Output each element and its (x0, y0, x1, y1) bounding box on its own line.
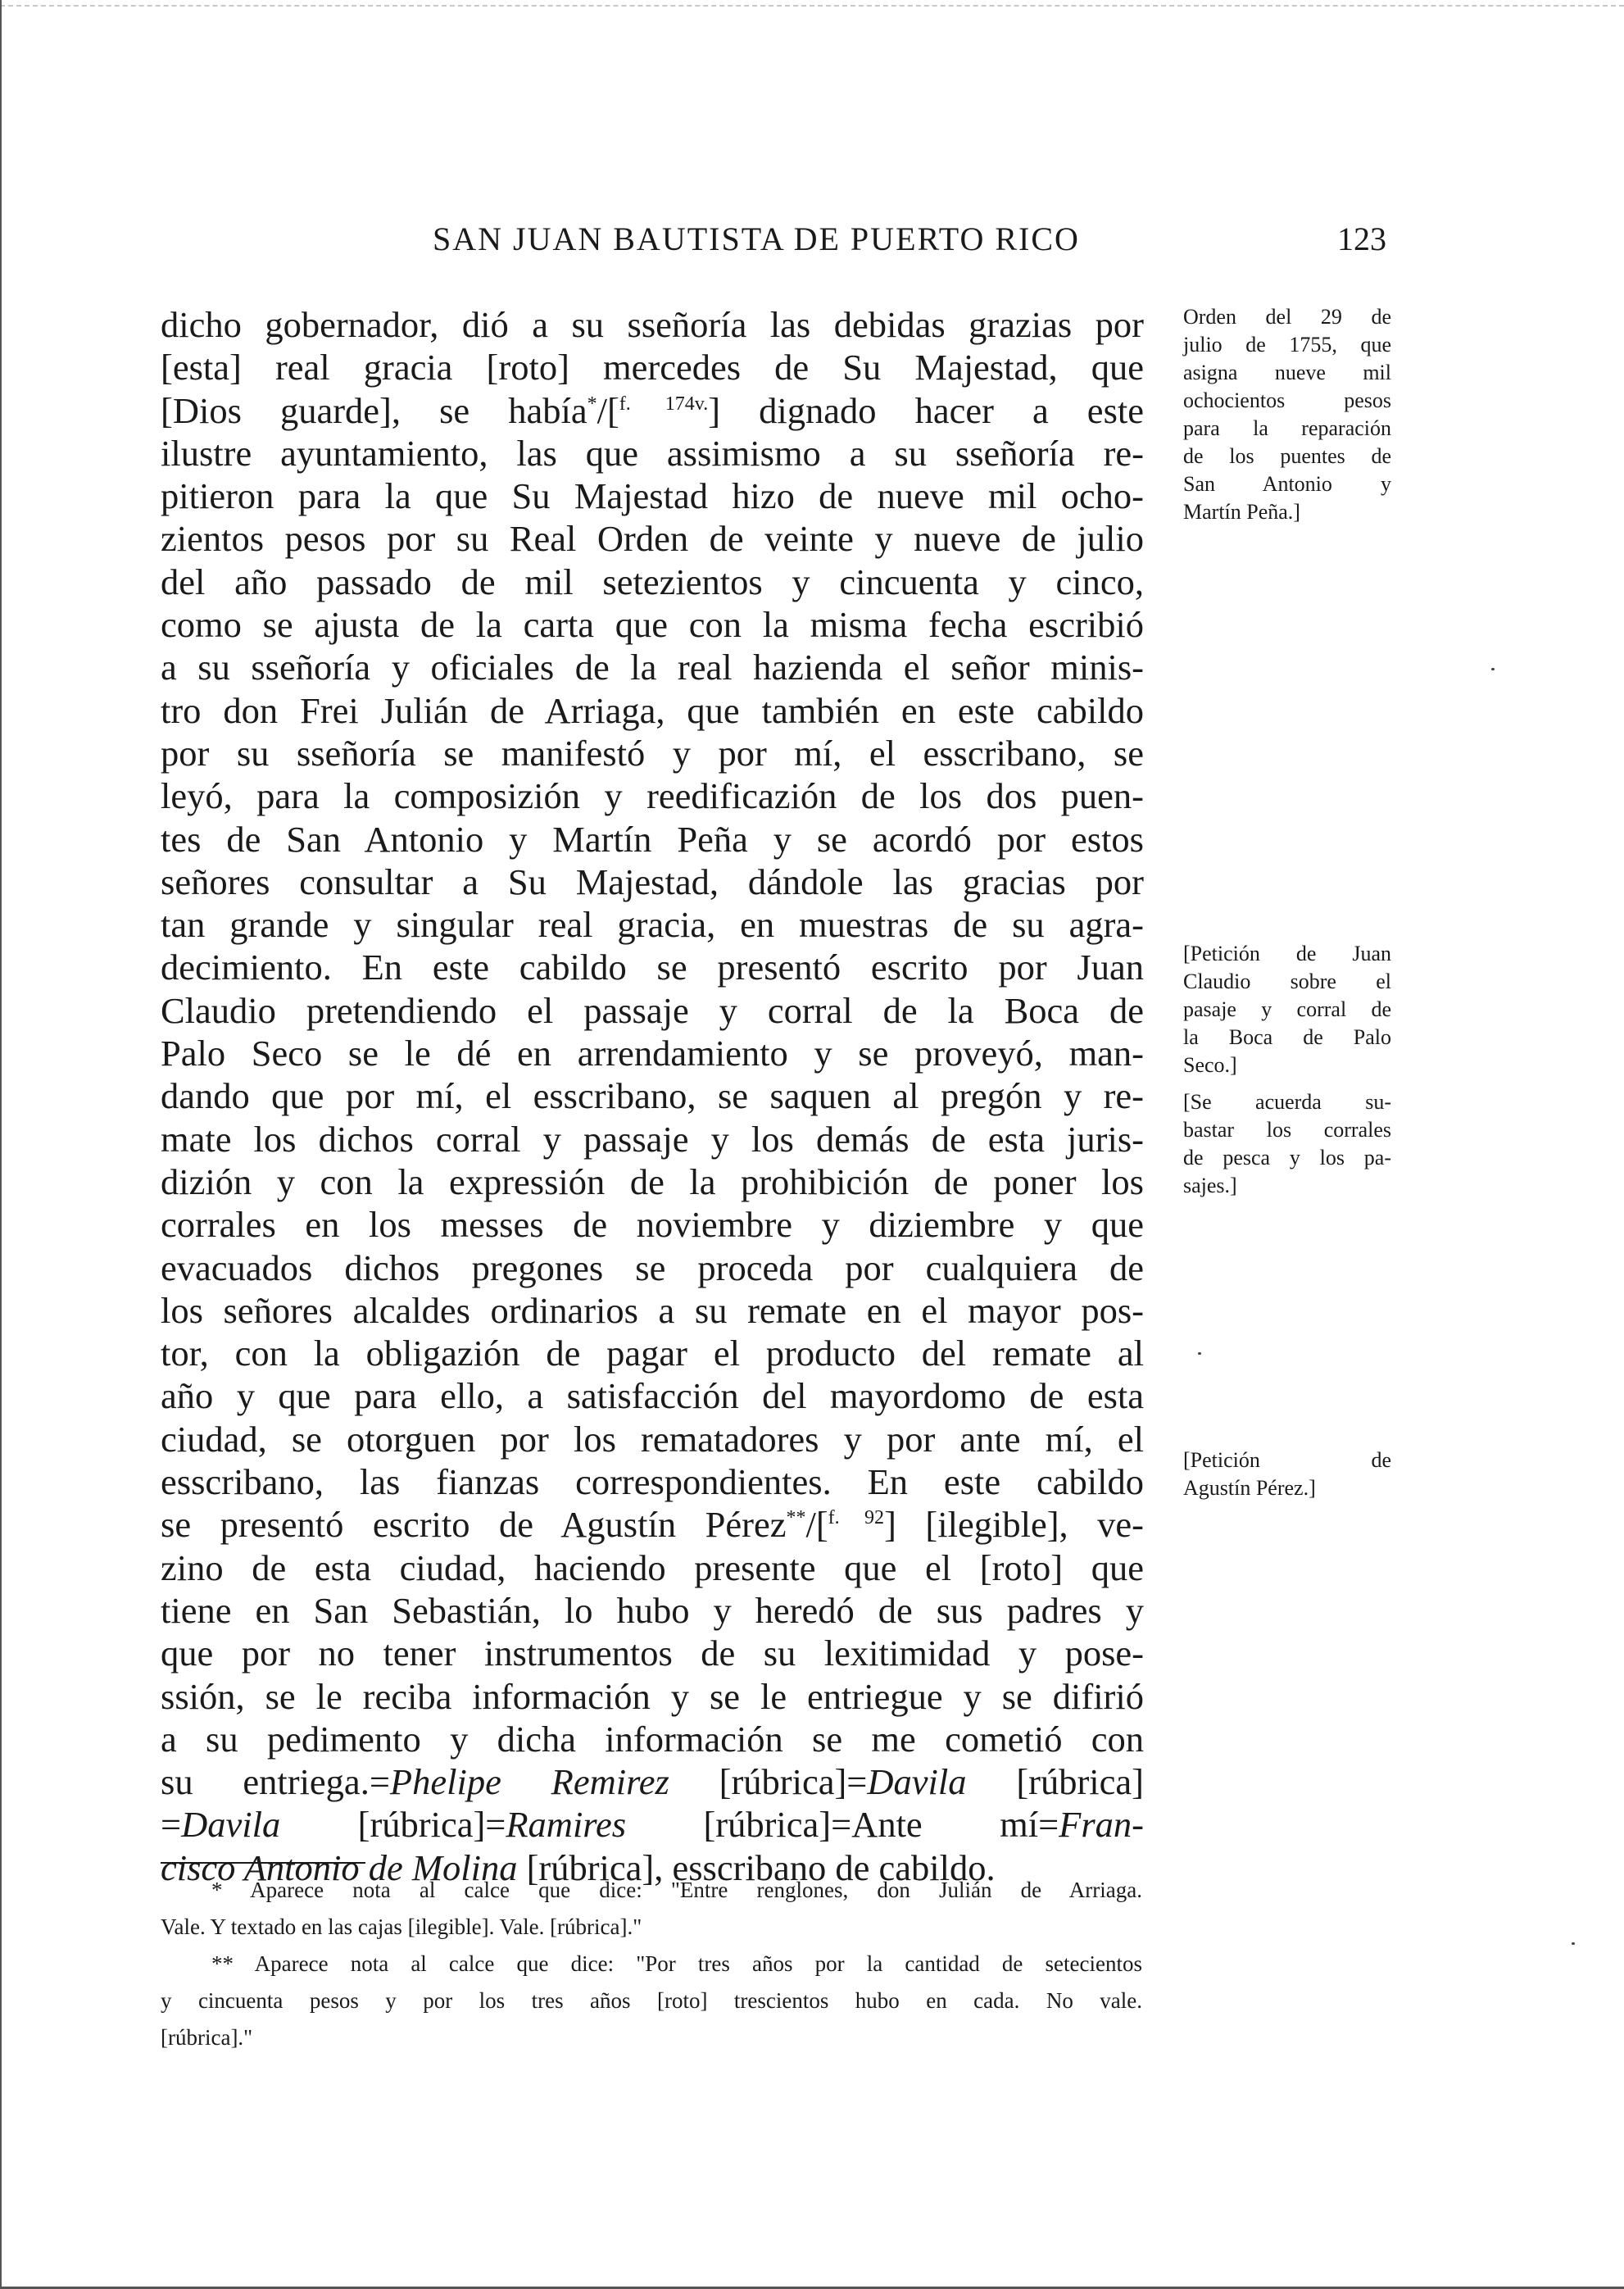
text-line: pitieron para la que Su Majestad hizo de nueve mil ocho- (161, 475, 1144, 517)
scan-edge-top (0, 5, 1624, 7)
marginal-line: asigna nueve mil (1183, 361, 1391, 384)
signature-name: Davila (867, 1761, 967, 1803)
marginal-note-agustin-perez (1183, 1447, 1391, 1502)
text-line: ciudad, se otorguen por los rematadores y por ante mí, el (161, 1418, 1144, 1460)
folio-reference: f. 92 (828, 1507, 885, 1529)
text-line: ssión, se le reciba información y se le entriegue y se difirió (161, 1675, 1144, 1717)
scan-speck (1572, 1942, 1575, 1945)
text-line: señores consultar a Su Majestad, dándole las gracias por (161, 861, 1144, 902)
text-line: a su pedimento y dicha información se me cometió con (161, 1718, 1144, 1760)
scan-edge-left (0, 0, 2, 2289)
marginal-note-orden (1183, 303, 1391, 526)
text-line: cisco Antonio de Molina [rúbrica], esscribano de cabildo. (161, 1846, 996, 1888)
signature-name: cisco Antonio de Molina (161, 1846, 518, 1888)
signature-name: Davila (181, 1804, 281, 1846)
marginal-line: julio de 1755, que (1183, 333, 1391, 357)
text-line: corrales en los messes de noviembre y diziembre y que (161, 1204, 1144, 1246)
text-line: por su sseñoría se manifestó y por mí, el esscribano, se (161, 732, 1144, 774)
footnote-line: y cincuenta pesos y por los tres años [roto] trescientos hubo en cada. No vale. (161, 1988, 1142, 2013)
marginal-line: Martín Peña.] (1183, 500, 1300, 524)
marginal-line: para la reparación (1183, 416, 1391, 440)
marginal-line: de los puentes de (1183, 444, 1391, 468)
text-line: leyó, para la composizión y reedificazión de los dos puen- (161, 775, 1144, 817)
text-line: del año passado de mil setezientos y cincuenta y cinco, (161, 561, 1144, 602)
text-line: dizión y con la expressión de la prohibición de poner los (161, 1160, 1144, 1202)
marginal-line: la Boca de Palo (1183, 1025, 1391, 1049)
marginal-line: Seco.] (1183, 1053, 1237, 1077)
footnote-marker: ** (786, 1507, 806, 1529)
signature-name: Phelipe Remirez (389, 1761, 669, 1803)
footnote-line: Vale. Y textado en las cajas [ilegible]. Vale. [rúbrica]." (161, 1914, 642, 1939)
signature-name: Ramires (506, 1804, 627, 1846)
text-line: año y que para ello, a satisfacción del mayordomo de esta (161, 1375, 1144, 1417)
text-line: dando que por mí, el esscribano, se saquen al pregón y re- (161, 1075, 1144, 1117)
marginal-line: de pesca y los pa- (1183, 1146, 1391, 1169)
text-line: tes de San Antonio y Martín Peña y se acordó por estos (161, 818, 1144, 860)
text-line: se presentó escrito de Agustín Pérez**/[$^{f. 92}$] [ilegible], ve- (161, 1504, 1145, 1546)
text-line: decimiento. En este cabildo se presentó escrito por Juan (161, 947, 1144, 988)
text-line: los señores alcaldes ordinarios a su remate en el mayor pos- (161, 1289, 1144, 1331)
text-line: como se ajusta de la carta que con la misma fecha escribió (161, 604, 1144, 646)
text-line: esscribano, las fianzas correspondientes. En este cabildo (161, 1461, 1144, 1503)
marginal-line: sajes.] (1183, 1174, 1237, 1197)
scan-speck (1491, 668, 1495, 670)
marginal-line: pasaje y corral de (1183, 997, 1391, 1021)
text-line: evacuados dichos pregones se proceda por cualquiera de (161, 1247, 1144, 1288)
text-line: tiene en San Sebastián, lo hubo y heredó de sus padres y (161, 1589, 1144, 1631)
marginal-note-juan-claudio (1183, 940, 1391, 1079)
text-line: Palo Seco se le dé en arrendamiento y se proveyó, man- (161, 1033, 1144, 1074)
marginal-line: [Petición de Juan (1183, 942, 1391, 965)
running-title: SAN JUAN BAUTISTA DE PUERTO RICO (433, 220, 1080, 257)
marginal-line: Orden del 29 de (1183, 305, 1391, 329)
marginal-line: [Petición de (1183, 1448, 1391, 1472)
text-line: tor, con la obligazión de pagar el producto del remate al (161, 1333, 1144, 1374)
text-line: a su sseñoría y oficiales de la real hazienda el señor minis- (161, 647, 1144, 688)
footnote-line: * Aparece nota al calce que dice: "Entre renglones, don Julián de Arriaga. (211, 1878, 1142, 1902)
scan-speck (1198, 1352, 1201, 1355)
text-line: zino de esta ciudad, haciendo presente que el [roto] que (161, 1546, 1144, 1588)
text-line: Claudio pretendiendo el passaje y corral de la Boca de (161, 989, 1144, 1031)
text-line: su entriega.=Phelipe Remirez [rúbrica]=Davila [rúbrica] (161, 1761, 1144, 1803)
main-text (161, 303, 1144, 1889)
folio-reference: f. 174v. (619, 393, 709, 415)
footnote-line: ** Aparece nota al calce que dice: "Por tres años por la cantidad de setecientos (211, 1951, 1142, 1976)
marginal-line: San Antonio y (1183, 472, 1391, 496)
footnotes (161, 1872, 1142, 2056)
marginal-line: [Se acuerda su- (1183, 1090, 1391, 1114)
marginal-line: ochocientos pesos (1183, 388, 1391, 412)
marginal-note-subastar (1183, 1088, 1391, 1200)
text-line: =Davila [rúbrica]=Ramires [rúbrica]=Ante mí=Fran- (161, 1804, 1144, 1846)
marginal-line: Claudio sobre el (1183, 970, 1391, 993)
text-line: mate los dichos corral y passaje y los demás de esta juris- (161, 1118, 1144, 1160)
text-line: tan grande y singular real gracia, en muestras de su agra- (161, 904, 1144, 946)
signature-name: Fran- (1059, 1804, 1144, 1846)
text-line: [Dios guarde], se había*/[$^{f. 174v.}$] dignado hacer a este (161, 389, 1144, 431)
text-line: zientos pesos por su Real Orden de veinte y nueve de julio (161, 518, 1144, 560)
text-line: tro don Frei Julián de Arriaga, que también en este cabildo (161, 689, 1144, 731)
marginal-line: Agustín Pérez.] (1183, 1476, 1316, 1500)
footnote-marker: * (587, 393, 597, 415)
text-line: ilustre ayuntamiento, las que assimismo a su sseñoría re- (161, 432, 1144, 474)
page-number: 123 (1337, 220, 1386, 257)
footnote-separator (161, 1862, 365, 1864)
footnote-line: [rúbrica]." (161, 2025, 253, 2050)
text-line: [esta] real gracia [roto] mercedes de Su Majestad, que (161, 347, 1144, 388)
text-line: que por no tener instrumentos de su lexitimidad y pose- (161, 1633, 1144, 1674)
marginal-line: bastar los corrales (1183, 1118, 1391, 1142)
text-line: dicho gobernador, dió a su sseñoría las debidas grazias por (161, 304, 1144, 345)
